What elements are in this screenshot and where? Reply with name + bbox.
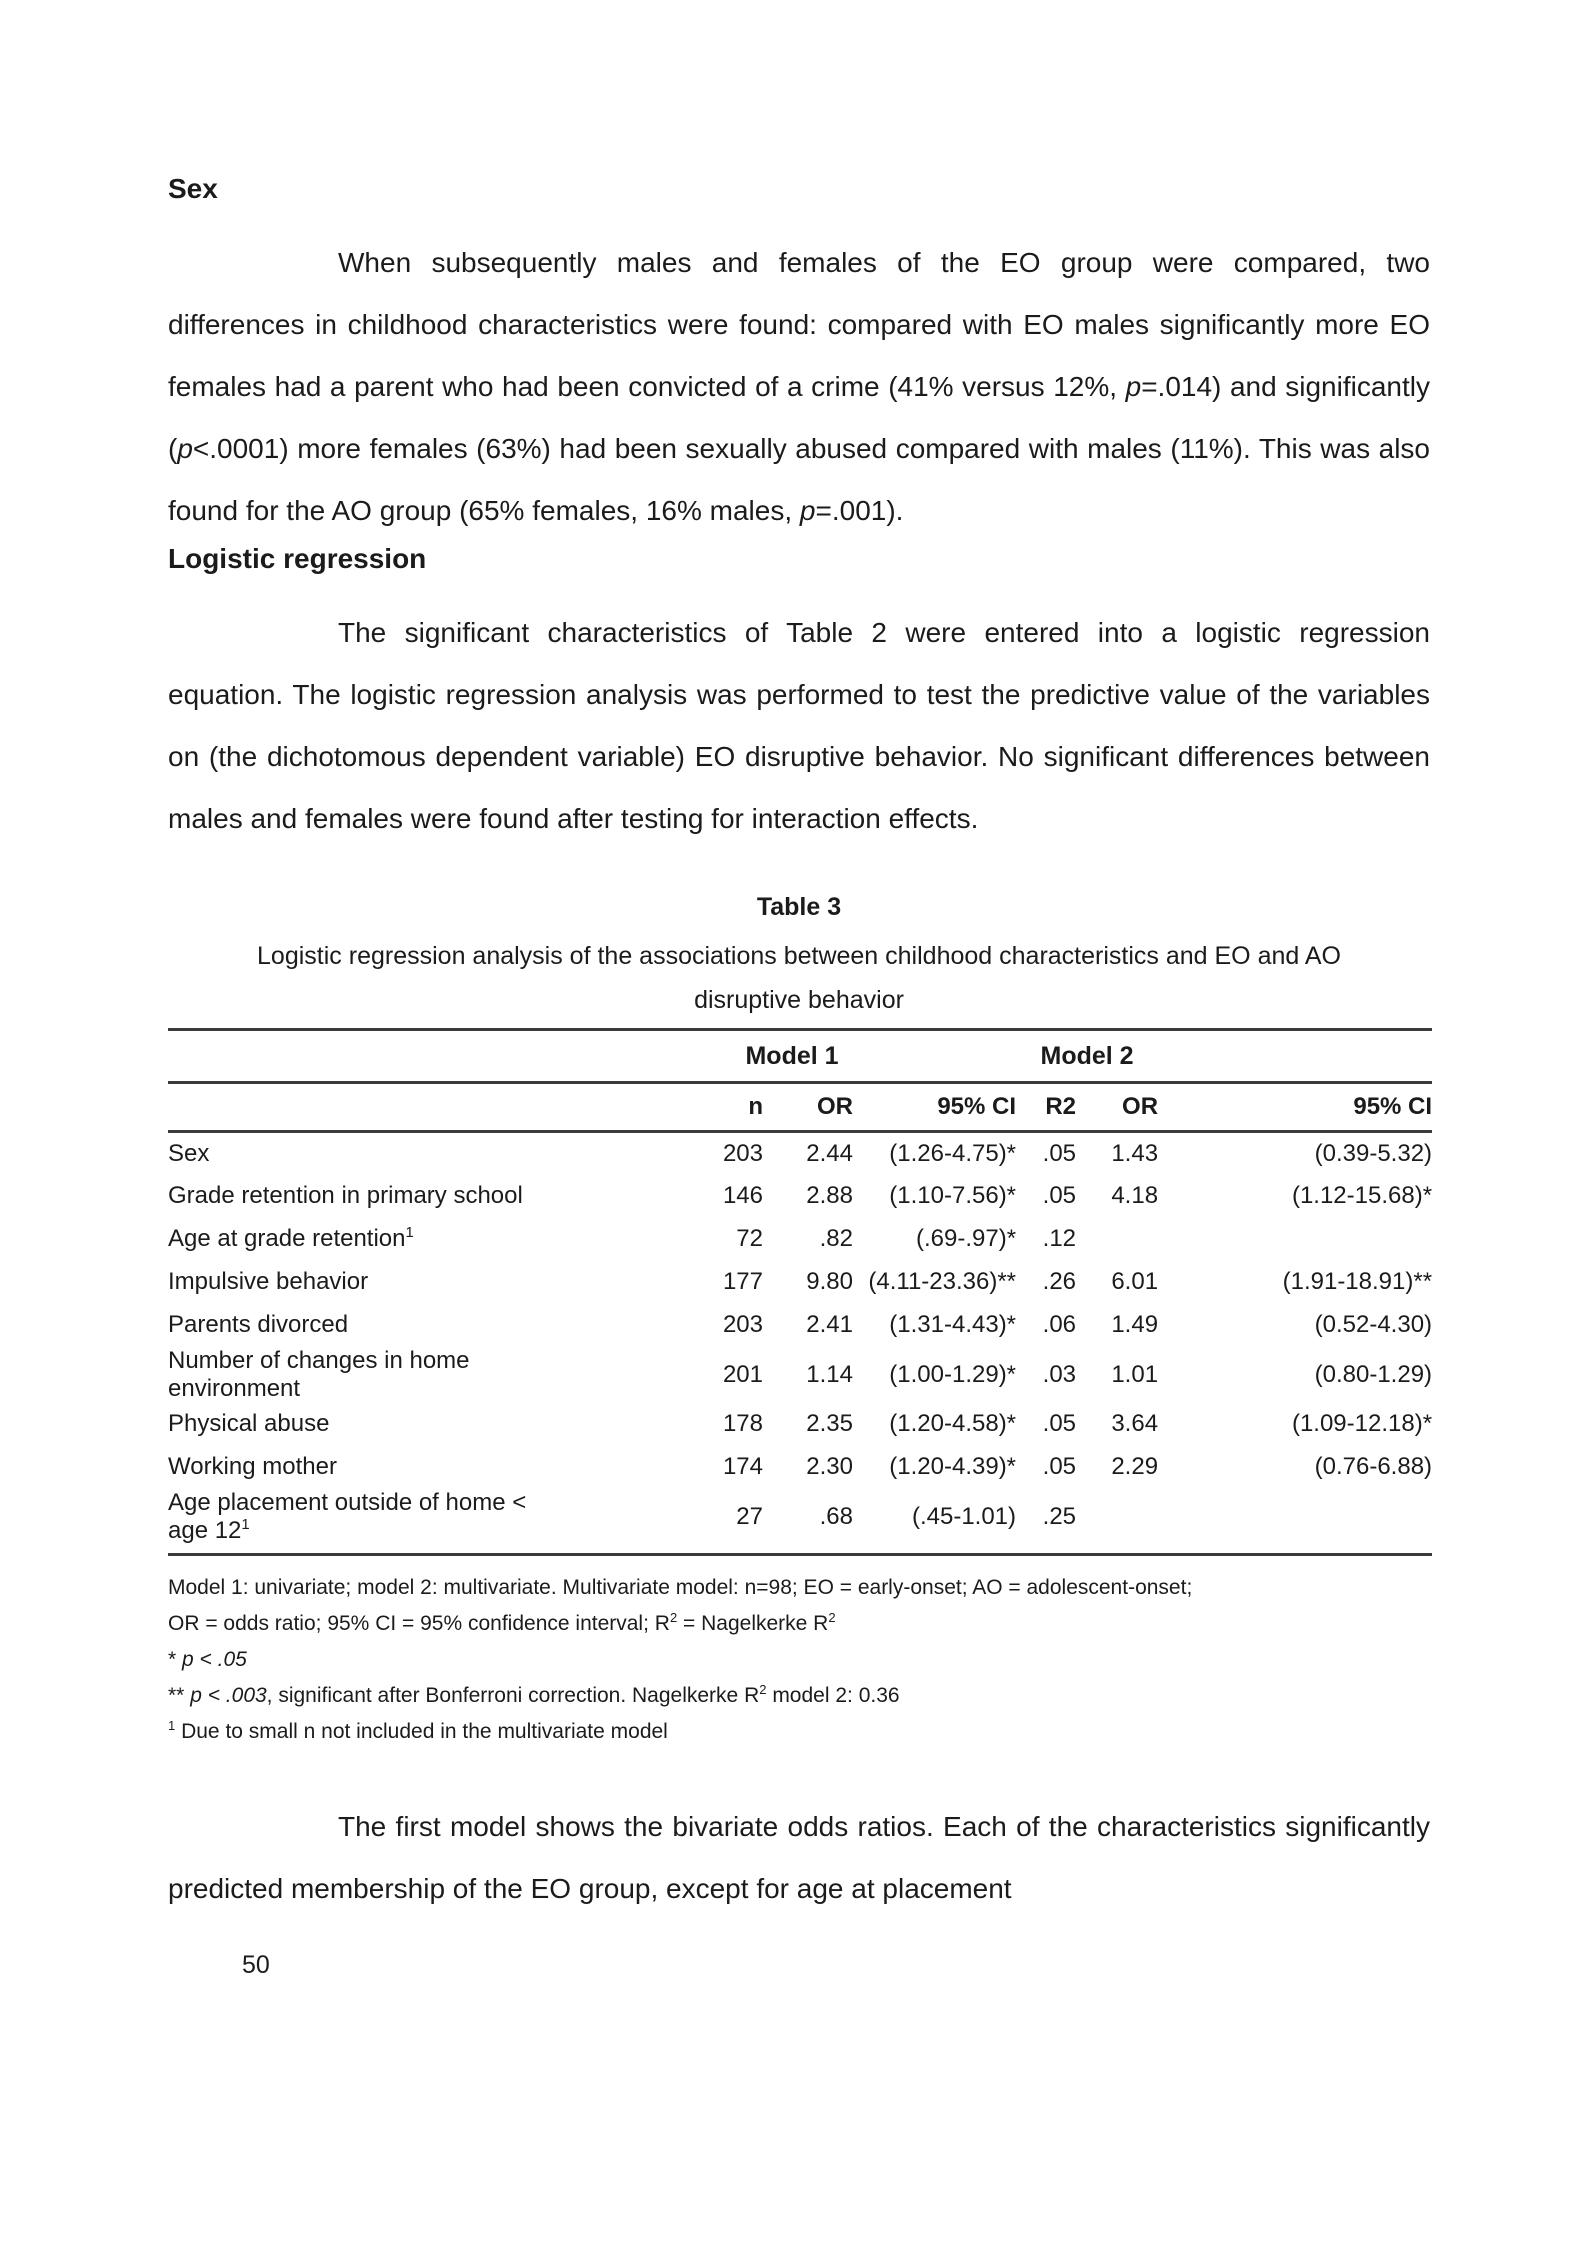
regression-table — [168, 1028, 1432, 1556]
model1-header: Model 1 — [568, 1030, 1016, 1083]
section-heading-sex: Sex — [168, 173, 218, 204]
table-row — [168, 1218, 1432, 1261]
cell-or-model2: 2.29 — [1111, 1453, 1159, 1480]
cell-ci-model2 — [1158, 1218, 1432, 1261]
row-label-cell — [168, 1446, 568, 1489]
cell-ci-model2: (0.39-5.32) — [1314, 1139, 1433, 1167]
row-label: Grade retention in primary school — [168, 1182, 523, 1209]
cell-or-model1: 2.30 — [806, 1453, 853, 1480]
cell-ci-model1: (4.11-23.36)** — [868, 1268, 1017, 1295]
row-label: Number of changes in home environment — [168, 1346, 470, 1402]
row-label: Age at grade retention — [168, 1225, 406, 1252]
cell-or-model2: 4.18 — [1111, 1182, 1159, 1209]
cell-n: 177 — [722, 1268, 763, 1295]
table-row — [168, 1261, 1432, 1304]
column-header-spacer — [168, 1083, 568, 1132]
row-label-cell — [168, 1132, 568, 1175]
cell-r2: .05 — [1042, 1139, 1077, 1167]
cell-or-model2: 1.01 — [1111, 1360, 1159, 1388]
column-header-ci-model2: 95% CI — [1158, 1083, 1432, 1132]
model-header-spacer — [168, 1030, 568, 1083]
row-label: Sex — [168, 1139, 210, 1167]
table-row — [168, 1132, 1432, 1175]
cell-ci-model1: (1.31-4.43)* — [889, 1311, 1017, 1338]
table-caption — [168, 934, 1430, 1022]
cell-r2: .05 — [1042, 1182, 1077, 1209]
table-row — [168, 1489, 1432, 1555]
cell-or-model2: 1.49 — [1111, 1311, 1159, 1338]
column-header-row — [168, 1083, 1432, 1132]
column-header-n: n — [568, 1083, 763, 1132]
table-row — [168, 1304, 1432, 1347]
row-label: Age placement outside of home < age 12 — [168, 1488, 527, 1544]
row-label-cell — [168, 1304, 568, 1347]
cell-ci-model1: (.45-1.01) — [911, 1502, 1017, 1530]
column-header-or-model1: OR — [763, 1083, 853, 1132]
cell-ci-model2 — [1158, 1489, 1432, 1555]
cell-or-model2 — [1076, 1218, 1158, 1261]
footnote: Model 1: univariate; model 2: multivariate. Multivariate model: n=98; EO = early-onset; AO = adolescent-onset; — [168, 1575, 1193, 1599]
cell-or-model1: 2.44 — [806, 1139, 853, 1167]
cell-or-model2: 3.64 — [1111, 1410, 1159, 1437]
cell-ci-model2: (1.09-12.18)* — [1291, 1410, 1433, 1437]
footnote: OR = odds ratio; 95% CI = 95% confidence interval; $R^2$ = Nagelkerke $R^2$ — [168, 1609, 836, 1635]
row-label: Impulsive behavior — [168, 1268, 369, 1295]
cell-ci-model1: (1.20-4.39)* — [889, 1453, 1017, 1480]
cell-n: 203 — [722, 1139, 763, 1167]
row-label-cell — [168, 1218, 568, 1261]
row-label-superscript: 1 — [241, 1516, 250, 1533]
cell-r2: .12 — [1042, 1225, 1077, 1252]
cell-r2: .26 — [1042, 1268, 1077, 1295]
table-body — [168, 1132, 1432, 1555]
cell-ci-model2: (0.76-6.88) — [1314, 1453, 1433, 1480]
row-label: Working mother — [168, 1453, 337, 1480]
footnote: $^1$ Due to small n not included in the multivariate model — [168, 1717, 668, 1743]
logistic-paragraph: The significant characteristics of Table 2 were entered into a logistic regression equation. The logistic regression analysis was performed to test the predictive value of the variables on (the dichotomous dependent variable) EO disruptive behavior. No significant differences between males and females were found after testing for interaction effects. — [168, 617, 1430, 834]
table-caption-line-1: Logistic regression analysis of the associations between childhood characteristics and EO and AO — [257, 942, 1341, 970]
column-header-ci-model1: 95% CI — [853, 1083, 1016, 1132]
cell-or-model1: 2.35 — [806, 1410, 853, 1437]
cell-ci-model1: (1.00-1.29)* — [889, 1360, 1017, 1388]
row-label-cell — [168, 1347, 568, 1403]
cell-r2: .25 — [1042, 1502, 1077, 1530]
cell-n: 203 — [722, 1311, 763, 1338]
column-header-r2: R2 — [1016, 1083, 1076, 1132]
table-row — [168, 1403, 1432, 1446]
table3-block — [168, 890, 1433, 1750]
row-label-cell — [168, 1175, 568, 1218]
cell-r2: .05 — [1042, 1453, 1077, 1480]
table-row — [168, 1446, 1432, 1489]
cell-ci-model2: (0.52-4.30) — [1314, 1311, 1433, 1338]
cell-or-model2 — [1076, 1489, 1158, 1555]
cell-or-model1: 2.41 — [806, 1311, 853, 1338]
cell-ci-model2: (1.91-18.91)** — [1282, 1268, 1433, 1295]
cell-n: 72 — [736, 1225, 763, 1252]
footnote: * p < .05 — [168, 1647, 247, 1671]
row-label: Parents divorced — [168, 1311, 349, 1338]
cell-or-model2: 6.01 — [1111, 1268, 1159, 1295]
cell-r2: .05 — [1042, 1410, 1077, 1437]
cell-r2: .06 — [1042, 1311, 1077, 1338]
cell-n: 178 — [722, 1410, 763, 1437]
cell-or-model1: .68 — [819, 1502, 853, 1530]
cell-or-model2: 1.43 — [1111, 1139, 1159, 1167]
cell-n: 174 — [722, 1453, 763, 1480]
cell-n: 27 — [736, 1502, 763, 1530]
footnote: ** p < .003, significant after Bonferroni correction. Nagelkerke $R^2$ model 2: 0.36 — [168, 1681, 900, 1707]
model-header-spacer-right — [1158, 1030, 1432, 1083]
cell-or-model1: 9.80 — [806, 1268, 853, 1295]
cell-or-model1: .82 — [819, 1225, 853, 1252]
cell-ci-model1: (1.26-4.75)* — [889, 1139, 1017, 1167]
row-label-cell — [168, 1489, 568, 1555]
cell-ci-model2: (1.12-15.68)* — [1291, 1182, 1433, 1209]
cell-r2: .03 — [1042, 1360, 1077, 1388]
model2-header: Model 2 — [1016, 1030, 1158, 1083]
cell-n: 146 — [722, 1182, 763, 1209]
column-header-or-model2: OR — [1076, 1083, 1158, 1132]
table-caption-line-2: disruptive behavior — [694, 986, 904, 1014]
table-row — [168, 1347, 1432, 1403]
sex-paragraph: When subsequently males and females of the EO group were compared, two differences in childhood characteristics were found: compared with EO males significantly more EO females had a parent who had been convicted of a crime (41% versus 12%, p=.014) and significantly (p<.0001) more females (63%) had been sexually abused compared with males (11%). This was also found for the AO group (65% females, 16% males, p=.001). — [168, 247, 1430, 526]
cell-n: 201 — [722, 1360, 763, 1388]
section-heading-logistic-regression: Logistic regression — [168, 543, 427, 574]
table-row — [168, 1175, 1432, 1218]
cell-ci-model1: (.69-.97)* — [915, 1225, 1017, 1252]
cell-ci-model1: (1.20-4.58)* — [889, 1410, 1017, 1437]
row-label-superscript: 1 — [405, 1225, 414, 1241]
row-label: Physical abuse — [168, 1410, 330, 1437]
closing-paragraph: The first model shows the bivariate odds ratios. Each of the characteristics significantly predicted membership of the EO group, except for age at placement — [168, 1810, 1430, 1904]
page-number: 50 — [242, 1950, 270, 1979]
cell-or-model1: 1.14 — [806, 1360, 853, 1388]
cell-ci-model2: (0.80-1.29) — [1314, 1360, 1433, 1388]
table-footnotes — [168, 1570, 1430, 1750]
cell-ci-model1: (1.10-7.56)* — [889, 1182, 1017, 1209]
model-header-row — [168, 1030, 1432, 1083]
cell-or-model1: 2.88 — [806, 1182, 853, 1209]
row-label-cell — [168, 1403, 568, 1446]
table-title: Table 3 — [756, 893, 842, 921]
row-label-cell — [168, 1261, 568, 1304]
